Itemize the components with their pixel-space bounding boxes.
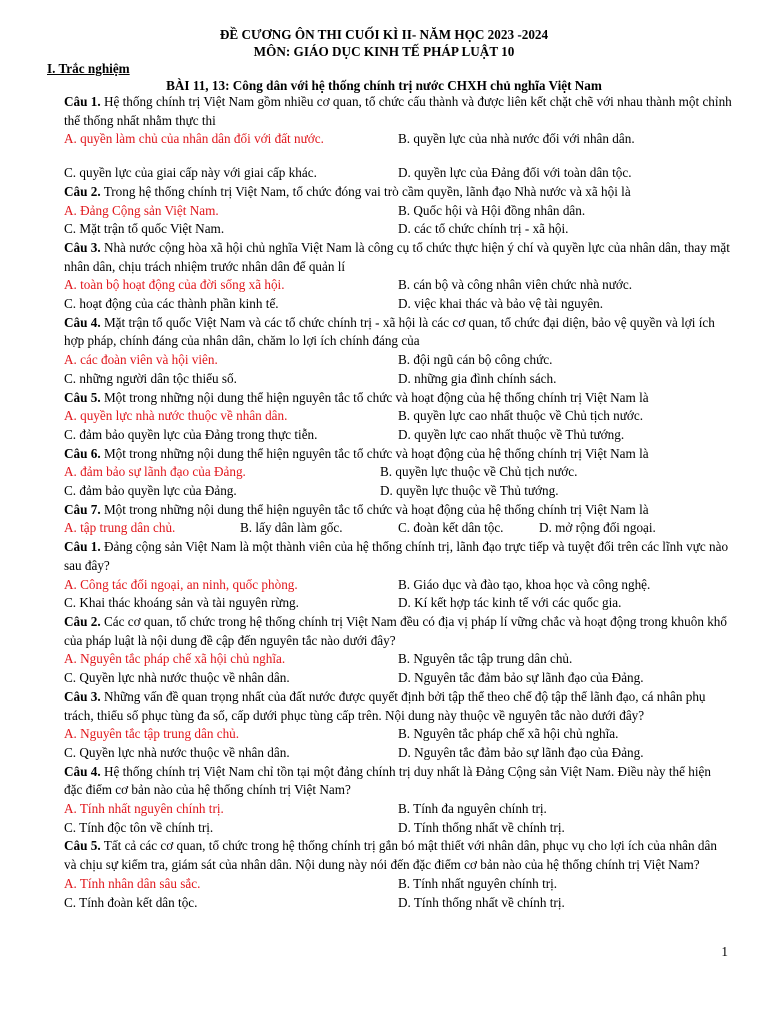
answer-option: C. đoàn kết dân tộc.	[398, 520, 504, 536]
question-block	[64, 501, 732, 538]
answer-option: A. Nguyên tắc pháp chế xã hội chủ nghĩa.	[64, 651, 286, 667]
options-row	[64, 482, 732, 501]
section-heading: I. Trắc nghiệm	[47, 61, 130, 76]
answer-option: B. Nguyên tắc pháp chế xã hội chủ nghĩa.	[398, 726, 619, 742]
options-row	[64, 463, 732, 482]
options-row	[64, 407, 732, 426]
question-text: Câu 3. Nhà nước cộng hòa xã hội chủ nghĩa Việt Nam là công cụ tổ chức thực hiện ý chí và quyền lực của nhân dân, thay mặt nhân dân, chịu trách nhiệm trước nhân dân để quản lí	[64, 239, 730, 274]
question-text: Câu 3. Những vấn đề quan trọng nhất của đất nước được quyết định bởi tập thể theo chế độ tập thể lãnh đạo, cá nhân phụ trách, thiểu số phục tùng đa số, cấp dưới phục tùng cấp trên. Nội dung này thuộc về nguyên tắc nào dưới đây?	[64, 688, 706, 723]
question-text: Câu 1. Hệ thống chính trị Việt Nam gồm nhiều cơ quan, tổ chức cấu thành và được liên kết chặt chẽ với nhau thành một chỉnh thể thống nhất nhằm thực thi	[64, 94, 732, 128]
answer-option: C. Khai thác khoáng sản và tài nguyên rừng.	[64, 595, 299, 611]
question-block	[64, 445, 732, 501]
answer-option: D. mở rộng đối ngoại.	[539, 520, 656, 536]
question-number: Câu 4.	[64, 763, 101, 779]
question-block	[64, 538, 732, 613]
options-row	[64, 164, 732, 183]
answer-option: A. Tính nhất nguyên chính trị.	[64, 801, 224, 817]
options-row	[64, 220, 732, 239]
options-row	[64, 519, 732, 538]
answer-option: B. quyền lực của nhà nước đối với nhân dân.	[398, 131, 635, 147]
answer-option: C. hoạt động của các thành phần kinh tế.	[64, 296, 279, 312]
answer-option: D. Kí kết hợp tác kinh tế với các quốc gia.	[398, 595, 622, 611]
answer-option: C. Quyền lực nhà nước thuộc về nhân dân.	[64, 670, 290, 686]
question-block	[64, 837, 732, 912]
answer-option: D. Nguyên tắc đảm bảo sự lãnh đạo của Đảng.	[398, 670, 644, 686]
question-text: Câu 4. Mặt trận tổ quốc Việt Nam và các tổ chức chính trị - xã hội là các cơ quan, tổ chức đại diện, bảo vệ quyền và lợi ích hợp pháp, chính đáng của nhân dân, chăm lo lợi ích chính đáng của	[64, 314, 715, 349]
answer-option: A. Nguyên tắc tập trung dân chủ.	[64, 726, 240, 742]
answer-option: B. Tính đa nguyên chính trị.	[398, 801, 547, 817]
options-row	[64, 426, 732, 445]
answer-option: A. đảm bảo sự lãnh đạo của Đảng.	[64, 464, 246, 480]
question-number: Câu 4.	[64, 314, 101, 330]
options-row	[64, 351, 732, 370]
question-number: Câu 2.	[64, 613, 101, 629]
question-text: Câu 6. Một trong những nội dung thể hiện nguyên tắc tổ chức và hoạt động của hệ thống chính trị Việt Nam là	[64, 445, 649, 461]
answer-option: C. những người dân tộc thiểu số.	[64, 370, 237, 386]
answer-option: D. quyền lực của Đảng đối với toàn dân tộc.	[398, 165, 632, 181]
question-number: Câu 3.	[64, 239, 101, 255]
question-number: Câu 3.	[64, 688, 101, 704]
subject-title: MÔN: GIÁO DỤC KINH TẾ PHÁP LUẬT 10	[253, 44, 515, 59]
answer-option: D. những gia đình chính sách.	[398, 370, 557, 386]
question-text: Câu 5. Tất cả các cơ quan, tổ chức trong hệ thống chính trị gắn bó mật thiết với nhân dân, phục vụ cho lợi ích của nhân dân và chịu sự kiểm tra, giám sát của nhân dân. Nội dung này nói đến đặc điểm cơ bản nào của hệ thống chính trị Việt Nam?	[64, 838, 717, 873]
question-block	[64, 314, 732, 389]
answer-option: C. quyền lực của giai cấp này với giai cấp khác.	[64, 165, 317, 181]
question-block	[64, 688, 732, 763]
options-row	[64, 819, 732, 838]
answer-option: C. Tính độc tôn về chính trị.	[64, 819, 214, 835]
question-block	[64, 239, 732, 314]
options-row	[64, 800, 732, 819]
answer-option: A. toàn bộ hoạt động của đời sống xã hội.	[64, 277, 285, 293]
answer-option: D. các tổ chức chính trị - xã hội.	[398, 221, 569, 237]
options-row	[64, 576, 732, 595]
answer-option: B. quyền lực cao nhất thuộc về Chủ tịch nước.	[398, 408, 644, 424]
answer-option: C. đảm bảo quyền lực của Đảng.	[64, 483, 237, 499]
options-row	[64, 130, 732, 149]
question-number: Câu 5.	[64, 389, 101, 405]
answer-option: D. Tính thống nhất về chính trị.	[398, 894, 565, 910]
answer-option: A. tập trung dân chủ.	[64, 520, 176, 536]
options-row	[64, 594, 732, 613]
answer-option: D. Nguyên tắc đảm bảo sự lãnh đạo của Đảng.	[398, 744, 644, 760]
options-row	[64, 276, 732, 295]
answer-option: B. quyền lực thuộc về Chủ tịch nước.	[380, 464, 578, 480]
answer-option: A. các đoàn viên và hội viên.	[64, 352, 218, 368]
answer-option: D. quyền lực thuộc về Thủ tướng.	[380, 483, 559, 499]
question-number: Câu 7.	[64, 501, 101, 517]
question-list	[64, 93, 732, 912]
answer-option: B. lấy dân làm gốc.	[240, 520, 343, 536]
answer-option: A. Đảng Cộng sản Việt Nam.	[64, 202, 219, 218]
question-number: Câu 6.	[64, 445, 101, 461]
question-block	[64, 183, 732, 239]
answer-option: B. Tính nhất nguyên chính trị.	[398, 875, 558, 891]
answer-option: A. Tính nhân dân sâu sắc.	[64, 875, 201, 891]
answer-option: A. Công tác đối ngoại, an ninh, quốc phòng.	[64, 576, 298, 592]
answer-option: C. đảm bảo quyền lực của Đảng trong thực tiễn.	[64, 426, 318, 442]
question-number: Câu 2.	[64, 183, 101, 199]
question-text: Câu 2. Các cơ quan, tổ chức trong hệ thống chính trị Việt Nam đều có địa vị pháp lí vững chắc và hoạt động trong khuôn khổ của pháp luật là nội dung đề cập đến nguyên tắc nào dưới đây?	[64, 613, 727, 648]
answer-option: B. cán bộ và công nhân viên chức nhà nước.	[398, 277, 633, 293]
question-text: Câu 7. Một trong những nội dung thể hiện nguyên tắc tổ chức và hoạt động của hệ thống chính trị Việt Nam là	[64, 501, 649, 517]
question-block	[64, 389, 732, 445]
answer-option: C. Quyền lực nhà nước thuộc về nhân dân.	[64, 744, 290, 760]
question-block	[64, 93, 732, 183]
answer-option: D. Tính thống nhất về chính trị.	[398, 819, 565, 835]
answer-option: D. quyền lực cao nhất thuộc về Thủ tướng.	[398, 426, 625, 442]
options-row	[64, 295, 732, 314]
options-row	[64, 725, 732, 744]
answer-option: B. đội ngũ cán bộ công chức.	[398, 352, 553, 368]
answer-option: C. Mặt trận tổ quốc Việt Nam.	[64, 221, 225, 237]
options-row	[64, 669, 732, 688]
question-text: Câu 1. Đảng cộng sản Việt Nam là một thành viên của hệ thống chính trị, lãnh đạo trực tiếp và tuyệt đối trên các lĩnh vực nào sau đây?	[64, 539, 729, 573]
options-row	[64, 875, 732, 894]
answer-option: A. quyền làm chủ của nhân dân đối với đất nước.	[64, 131, 324, 147]
options-row	[64, 744, 732, 763]
question-text: Câu 5. Một trong những nội dung thể hiện nguyên tắc tổ chức và hoạt động của hệ thống chính trị Việt Nam là	[64, 389, 649, 405]
question-text: Câu 2. Trong hệ thống chính trị Việt Nam, tổ chức đóng vai trò cầm quyền, lãnh đạo Nhà nước và xã hội là	[64, 183, 631, 199]
question-number: Câu 1.	[64, 94, 101, 109]
options-row	[64, 202, 732, 221]
question-text: Câu 4. Hệ thống chính trị Việt Nam chỉ tồn tại một đảng chính trị duy nhất là Đảng Cộng sản Việt Nam. Điều này thể hiện đặc điểm cơ bản nào của hệ thống chính trị Việt Nam?	[64, 763, 711, 798]
options-row	[64, 894, 732, 913]
answer-option: B. Nguyên tắc tập trung dân chủ.	[398, 651, 573, 667]
answer-option: B. Giáo dục và đào tạo, khoa học và công nghệ.	[398, 576, 651, 592]
document-title: ĐỀ CƯƠNG ÔN THI CUỐI KÌ II- NĂM HỌC 2023 -2024	[219, 27, 549, 42]
lesson-heading: BÀI 11, 13: Công dân với hệ thống chính trị nước CHXH chủ nghĩa Việt Nam	[166, 78, 602, 93]
answer-option: D. việc khai thác và bảo vệ tài nguyên.	[398, 296, 604, 312]
answer-option: B. Quốc hội và Hội đồng nhân dân.	[398, 202, 586, 218]
answer-option: C. Tính đoàn kết dân tộc.	[64, 894, 198, 910]
question-block	[64, 613, 732, 688]
answer-option: A. quyền lực nhà nước thuộc về nhân dân.	[64, 408, 288, 424]
question-number: Câu 1.	[64, 539, 101, 555]
question-block	[64, 763, 732, 838]
page-number: 1	[721, 944, 728, 959]
options-row	[64, 650, 732, 669]
options-row	[64, 370, 732, 389]
question-number: Câu 5.	[64, 838, 101, 854]
